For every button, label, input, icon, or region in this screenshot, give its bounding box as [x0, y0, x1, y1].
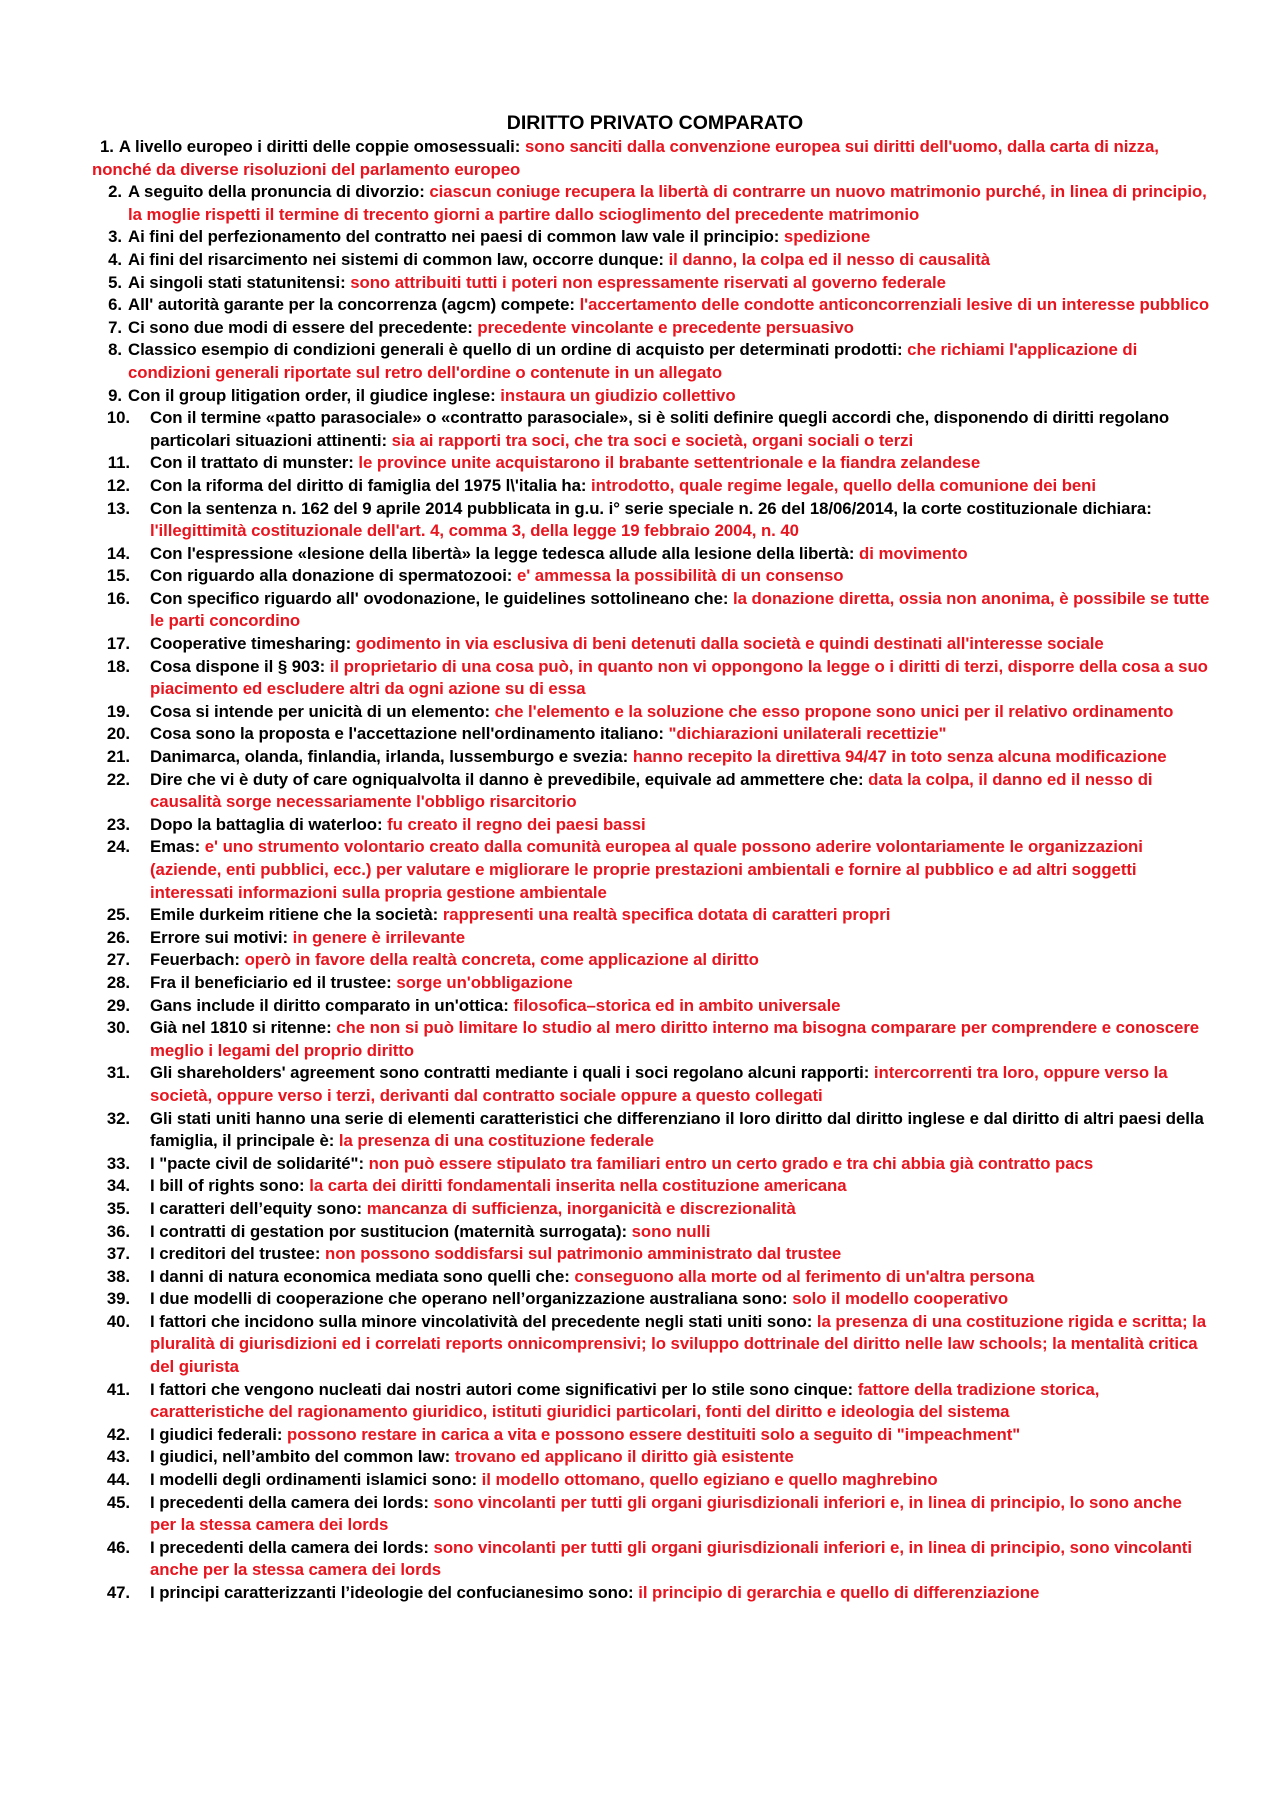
list-item [92, 452, 1212, 475]
item-number: 24. [106, 837, 130, 857]
item-number: 33. [106, 1153, 130, 1173]
item-number: 5. [108, 272, 122, 292]
answer-text: instaura un giudizio collettivo [500, 385, 736, 405]
answer-text: non possono soddisfarsi sul patrimonio amministrato dal trustee [325, 1244, 842, 1264]
answer-text: la donazione diretta, ossia non anonima, è possibile se tutte le parti concordino [150, 588, 1210, 631]
item-text [150, 746, 1212, 769]
item-text [150, 407, 1212, 452]
item-number: 35. [106, 1198, 130, 1218]
list-item [92, 633, 1212, 656]
item-text [150, 972, 1212, 995]
list-item [92, 1221, 1212, 1244]
item-number: 15. [106, 566, 130, 586]
item-number: 13. [106, 498, 130, 518]
item-text [150, 475, 1212, 498]
question-text: Emas: [150, 837, 205, 857]
answer-text: rappresenti una realtà specifica dotata di caratteri propri [442, 905, 891, 925]
list-item [92, 746, 1212, 769]
list-item [100, 385, 1212, 408]
list-item [92, 475, 1212, 498]
question-text: Emile durkeim ritiene che la società: [150, 905, 443, 925]
question-text: Con specifico riguardo all' ovodonazione, le guidelines sottolineano che: [150, 588, 734, 608]
item-text [150, 1017, 1212, 1062]
list-item [92, 565, 1212, 588]
item-text [128, 272, 1212, 295]
item-text [150, 1311, 1212, 1379]
item-number: 46. [106, 1537, 130, 1557]
item-number: 11. [107, 453, 130, 473]
item-number: 4. [108, 249, 122, 269]
item-text [128, 226, 1212, 249]
question-text: I caratteri dell’equity sono: [150, 1198, 367, 1218]
item-number: 19. [106, 701, 130, 721]
item-text [150, 1446, 1212, 1469]
answer-text: "dichiarazioni unilaterali recettizie" [668, 724, 947, 744]
question-text: I giudici, nell’ambito del common law: [150, 1447, 455, 1467]
item-number: 28. [106, 972, 130, 992]
question-text: I modelli degli ordinamenti islamici sono: [150, 1470, 482, 1490]
question-text: Fra il beneficiario ed il trustee: [150, 972, 397, 992]
answer-text: sia ai rapporti tra soci, che tra soci e società, organi sociali o terzi [391, 430, 914, 450]
question-text: Ai fini del perfezionamento del contratto nei paesi di common law vale il principio: [128, 227, 784, 247]
item-text [150, 1221, 1212, 1244]
question-text: Con il group litigation order, il giudice inglese: [128, 385, 501, 405]
answer-text: solo il modello cooperativo [792, 1289, 1009, 1309]
item-number: 20. [106, 724, 130, 744]
answer-text: operò in favore della realtà concreta, come applicazione al diritto [244, 950, 759, 970]
item-text [150, 836, 1212, 904]
answer-text: l'illegittimità costituzionale dell'art. 4, comma 3, della legge 19 febbraio 2004, n. 40 [150, 521, 799, 541]
question-text: Ci sono due modi di essere del precedente: [128, 317, 478, 337]
question-text: All' autorità garante per la concorrenza (agcm) compete: [128, 295, 580, 315]
answer-text: il principio di gerarchia e quello di differenziazione [638, 1583, 1040, 1602]
item-number: 10. [106, 408, 130, 428]
answer-text: sono vincolanti per tutti gli organi giurisdizionali inferiori e, in linea di principio, lo sono anche per la stessa camera dei lords [150, 1492, 1182, 1535]
answer-text: sono attribuiti tutti i poteri non espressamente riservati al governo federale [350, 272, 946, 292]
item-number: 18. [106, 656, 130, 676]
question-text: A seguito della pronuncia di divorzio: [128, 182, 430, 202]
item-number: 29. [106, 995, 130, 1015]
list-item [92, 1017, 1212, 1062]
list-item [100, 294, 1212, 317]
list-item [92, 1446, 1212, 1469]
item-number: 16. [106, 588, 130, 608]
item-text [128, 385, 1212, 408]
list-item [92, 1288, 1212, 1311]
item-text [150, 1288, 1212, 1311]
list-item [92, 1108, 1212, 1153]
item-text [150, 498, 1212, 543]
answer-text: e' ammessa la possibilità di un consenso [516, 566, 844, 586]
item-text [92, 137, 1159, 179]
item-number: 32. [106, 1108, 130, 1128]
list-item [92, 1062, 1212, 1107]
item-number: 44. [106, 1470, 130, 1490]
item-text [150, 1379, 1212, 1424]
list-item [92, 1153, 1212, 1176]
answer-text: la presenza di una costituzione federale [338, 1131, 654, 1151]
item-text [150, 1492, 1212, 1537]
item-text [150, 543, 1212, 566]
item-text [150, 1582, 1212, 1605]
question-text: I precedenti della camera dei lords: [150, 1537, 434, 1557]
list-item [92, 1175, 1212, 1198]
item-number: 38. [106, 1266, 130, 1286]
answer-text: filosofica–storica ed in ambito universale [513, 995, 841, 1015]
answer-text: le province unite acquistarono il brabante settentrionale e la fiandra zelandese [358, 453, 981, 473]
item-number: 40. [106, 1311, 130, 1331]
question-text: Con l'espressione «lesione della libertà» la legge tedesca allude alla lesione della libertà: [150, 543, 860, 563]
answer-text: hanno recepito la direttiva 94/47 in toto senza alcuna modificazione [632, 747, 1167, 767]
item-text [150, 565, 1212, 588]
item-text [150, 1424, 1212, 1447]
item-number: 31. [106, 1063, 130, 1083]
list-item [92, 1198, 1212, 1221]
answer-text: fattore della tradizione storica, caratteristiche del ragionamento giuridico, istituti giuridici particolari, fonti del diritto e ideologia del sistema [150, 1379, 1100, 1422]
item-text [150, 1062, 1212, 1107]
item-number: 3. [108, 227, 122, 247]
item-number: 43. [106, 1447, 130, 1467]
list-item [92, 1311, 1212, 1379]
answer-text: fu creato il regno dei paesi bassi [387, 814, 646, 834]
item-text [150, 995, 1212, 1018]
answer-text: che richiami l'applicazione di condizioni generali riportate sul retro dell'ordine o contenute in un allegato [128, 340, 1138, 382]
list-item [92, 1243, 1212, 1266]
question-text: A livello europeo i diritti delle coppie omosessuali: [118, 137, 525, 156]
question-text: Gli stati uniti hanno una serie di elementi caratteristici che differenziano il loro diritto dal diritto inglese e dal diritto di altri paesi della famiglia, il principale è: [150, 1108, 1204, 1151]
question-text: Cosa sono la proposta e l'accettazione nell'ordinamento italiano: [150, 724, 669, 744]
item-text [150, 1175, 1212, 1198]
item-number: 26. [106, 927, 130, 947]
item-number: 23. [106, 814, 130, 834]
item-number: 8. [108, 340, 122, 360]
question-text: I fattori che vengono nucleati dai nostri autori come significativi per lo stile sono cinque: [150, 1379, 858, 1399]
item-text [150, 633, 1212, 656]
item-number: 42. [106, 1424, 130, 1444]
list-item [92, 1492, 1212, 1537]
question-text: I bill of rights sono: [150, 1176, 310, 1196]
item-number: 41. [106, 1379, 130, 1399]
question-text: Errore sui motivi: [150, 927, 293, 947]
item-text [150, 452, 1212, 475]
list-item [100, 226, 1212, 249]
answer-text: intercorrenti tra loro, oppure verso la società, oppure verso i terzi, derivanti dal contratto sociale oppure a questo collegati [150, 1063, 1168, 1105]
answer-text: ciascun coniuge recupera la libertà di contrarre un nuovo matrimonio purché, in linea di principio, la moglie rispetti il termine di trecento giorni a partire dallo scioglimento del precedente matrimonio [128, 182, 1207, 224]
question-text: I fattori che incidono sulla minore vincolatività del precedente negli stati uniti sono: [150, 1311, 817, 1331]
question-text: Cosa si intende per unicità di un elemento: [150, 701, 495, 721]
list-item [92, 1424, 1212, 1447]
question-text: Ai fini del risarcimento nei sistemi di common law, occorre dunque: [128, 249, 669, 269]
question-text: I creditori del trustee: [150, 1244, 325, 1264]
item-number: 36. [106, 1221, 130, 1241]
list-item [92, 1582, 1212, 1605]
list-item [92, 723, 1212, 746]
item-number: 25. [106, 905, 130, 925]
list-item [100, 181, 1212, 226]
item-number: 6. [108, 295, 122, 315]
item-text [150, 656, 1212, 701]
question-text: Feuerbach: [150, 950, 245, 970]
item-text [150, 1108, 1212, 1153]
item-text [150, 1198, 1212, 1221]
list-item [92, 407, 1212, 452]
question-text: Gli shareholders' agreement sono contratti mediante i quali i soci regolano alcuni rapporti: [150, 1063, 874, 1083]
item-text [150, 1537, 1212, 1582]
question-text: I giudici federali: [150, 1424, 288, 1444]
item-number: 17. [106, 634, 130, 654]
question-text: Con riguardo alla donazione di spermatozooi: [150, 566, 517, 586]
item-number: 1. [100, 137, 114, 156]
list-item [92, 136, 1212, 181]
question-text: Gans include il diritto comparato in un'ottica: [150, 995, 514, 1015]
question-text: Cooperative timesharing: [150, 634, 356, 654]
list-item [92, 1266, 1212, 1289]
answer-text: che non si può limitare lo studio al mero diritto interno ma bisogna comparare per comprendere e conoscere meglio i legami del proprio diritto [150, 1018, 1200, 1060]
item-number: 9. [108, 385, 122, 405]
item-number: 39. [106, 1289, 130, 1309]
list-item [92, 995, 1212, 1018]
list-item [92, 656, 1212, 701]
item-text [128, 249, 1212, 272]
list-item [100, 339, 1212, 384]
item-text [150, 701, 1212, 724]
page-title: DIRITTO PRIVATO COMPARATO [506, 112, 804, 134]
item-text [150, 1266, 1212, 1289]
item-number: 45. [106, 1492, 130, 1512]
item-text [150, 588, 1212, 633]
answer-text: non può essere stipulato tra familiari entro un certo grado e tra chi abbia già contratto pacs [368, 1153, 1094, 1173]
item-number: 21. [106, 747, 130, 767]
answer-text: sono sanciti dalla convenzione europea sui diritti dell'uomo, dalla carta di nizza, nonché da diverse risoluzioni del parlamento europeo [92, 137, 1159, 179]
item-text [150, 904, 1212, 927]
item-text [150, 723, 1212, 746]
answer-text: l'accertamento delle condotte anticoncorrenziali lesive di un interesse pubblico [579, 295, 1210, 315]
answer-text: il modello ottomano, quello egiziano e quello maghrebino [481, 1470, 938, 1490]
item-number: 30. [106, 1018, 130, 1038]
item-text [150, 1469, 1212, 1492]
item-text [128, 294, 1212, 317]
question-text: I danni di natura economica mediata sono quelli che: [150, 1266, 575, 1286]
question-text: Cosa dispone il § 903: [150, 656, 330, 676]
item-text [128, 181, 1212, 226]
answer-text: trovano ed applicano il diritto già esistente [454, 1447, 794, 1467]
answer-text: la presenza di una costituzione rigida e scritta; la pluralità di giurisdizioni ed i correlati reports onnicomprensivi; lo sviluppo dottrinale del diritto nelle law schools; la mentalità critica del giurista [150, 1311, 1206, 1377]
answer-text: precedente vincolante e precedente persuasivo [477, 317, 854, 337]
item-text [128, 317, 1212, 340]
item-text [150, 949, 1212, 972]
item-number: 34. [106, 1176, 130, 1196]
list-item [92, 972, 1212, 995]
item-number: 37. [106, 1244, 130, 1264]
question-text: I principi caratterizzanti l’ideologie del confucianesimo sono: [150, 1583, 639, 1602]
list-item [92, 949, 1212, 972]
list-item [92, 904, 1212, 927]
answer-text: la carta dei diritti fondamentali inserita nella costituzione americana [309, 1176, 847, 1196]
answer-text: il proprietario di una cosa può, in quanto non vi oppongono la legge o i diritti di terzi, disporre della cosa a suo piacimento ed escludere altri da ogni azione su di essa [150, 656, 1208, 699]
list-item [92, 927, 1212, 950]
item-text [150, 814, 1212, 837]
item-number: 12. [106, 475, 130, 495]
list-item [92, 701, 1212, 724]
question-text: Già nel 1810 si ritenne: [150, 1018, 337, 1038]
answer-text: mancanza di sufficienza, inorganicità e discrezionalità [366, 1198, 796, 1218]
list-item [92, 588, 1212, 633]
answer-text: che l'elemento e la soluzione che esso propone sono unici per il relativo ordinamento [494, 701, 1174, 721]
question-text: Con il trattato di munster: [150, 453, 359, 473]
question-text: Con la riforma del diritto di famiglia del 1975 l\'italia ha: [150, 475, 592, 495]
qa-list [92, 136, 1212, 1605]
item-text [150, 927, 1212, 950]
list-item [100, 317, 1212, 340]
list-item [92, 543, 1212, 566]
answer-text: sorge un'obbligazione [396, 972, 573, 992]
answer-text: il danno, la colpa ed il nesso di causalità [668, 249, 991, 269]
item-text [150, 1153, 1212, 1176]
list-item [92, 1469, 1212, 1492]
question-text: I precedenti della camera dei lords: [150, 1492, 434, 1512]
list-item [92, 498, 1212, 543]
list-item [100, 249, 1212, 272]
item-text [128, 339, 1212, 384]
question-text: Danimarca, olanda, finlandia, irlanda, lussemburgo e svezia: [150, 747, 633, 767]
answer-text: data la colpa, il danno ed il nesso di causalità sorge necessariamente l'obbligo risarcitorio [150, 769, 1153, 812]
question-text: Classico esempio di condizioni generali è quello di un ordine di acquisto per determinati prodotti: [128, 340, 908, 360]
question-text: I due modelli di cooperazione che operano nell’organizzazione australiana sono: [150, 1289, 793, 1309]
question-text: Ai singoli stati statunitensi: [128, 272, 351, 292]
answer-text: godimento in via esclusiva di beni detenuti dalla società e quindi destinati all'interesse sociale [355, 634, 1104, 654]
item-number: 2. [108, 182, 122, 202]
list-item [100, 272, 1212, 295]
list-item [92, 769, 1212, 814]
item-number: 7. [108, 317, 122, 337]
question-text: Dire che vi è duty of care ogniqualvolta il danno è prevedibile, equivale ad ammettere che: [150, 769, 869, 789]
question-text: I "pacte civil de solidarité": [150, 1153, 369, 1173]
item-number: 47. [106, 1583, 130, 1602]
list-item [92, 1379, 1212, 1424]
list-item [92, 814, 1212, 837]
answer-text: e' uno strumento volontario creato dalla comunità europea al quale possono aderire volontariamente le organizzazioni (aziende, enti pubblici, ecc.) per valutare e migliorare le proprie prestazioni ambientali e fornire al pubblico e ad altri soggetti interessati informazioni sulla propria gestione ambientale [150, 837, 1143, 902]
answer-text: possono restare in carica a vita e possono essere destituiti solo a seguito di "impeachment" [287, 1424, 1021, 1444]
answer-text: sono nulli [631, 1221, 711, 1241]
answer-text: conseguono alla morte od al ferimento di un'altra persona [574, 1266, 1035, 1286]
answer-text: di movimento [859, 543, 968, 563]
item-number: 27. [106, 950, 130, 970]
question-text: Con il termine «patto parasociale» o «contratto parasociale», si è soliti definire quegli accordi che, disponendo di diritti regolano particolari situazioni attinenti: [150, 408, 1170, 450]
question-text: Con la sentenza n. 162 del 9 aprile 2014 pubblicata in g.u. i° serie speciale n. 26 del 18/06/2014, la corte costituzionale dichiara: [150, 498, 1152, 518]
answer-text: in genere è irrilevante [292, 927, 466, 947]
answer-text: sono vincolanti per tutti gli organi giurisdizionali inferiori e, in linea di principio, sono vincolanti anche per la stessa camera dei lords [150, 1537, 1192, 1580]
answer-text: introdotto, quale regime legale, quello della comunione dei beni [591, 475, 1096, 495]
item-text [150, 1243, 1212, 1266]
list-item [92, 836, 1212, 904]
answer-text: spedizione [783, 227, 871, 247]
item-text [150, 769, 1212, 814]
item-number: 22. [106, 769, 130, 789]
item-number: 14. [106, 543, 130, 563]
list-item [92, 1537, 1212, 1582]
question-text: I contratti di gestation por sustitucion (maternità surrogata): [150, 1221, 632, 1241]
question-text: Dopo la battaglia di waterloo: [150, 814, 388, 834]
